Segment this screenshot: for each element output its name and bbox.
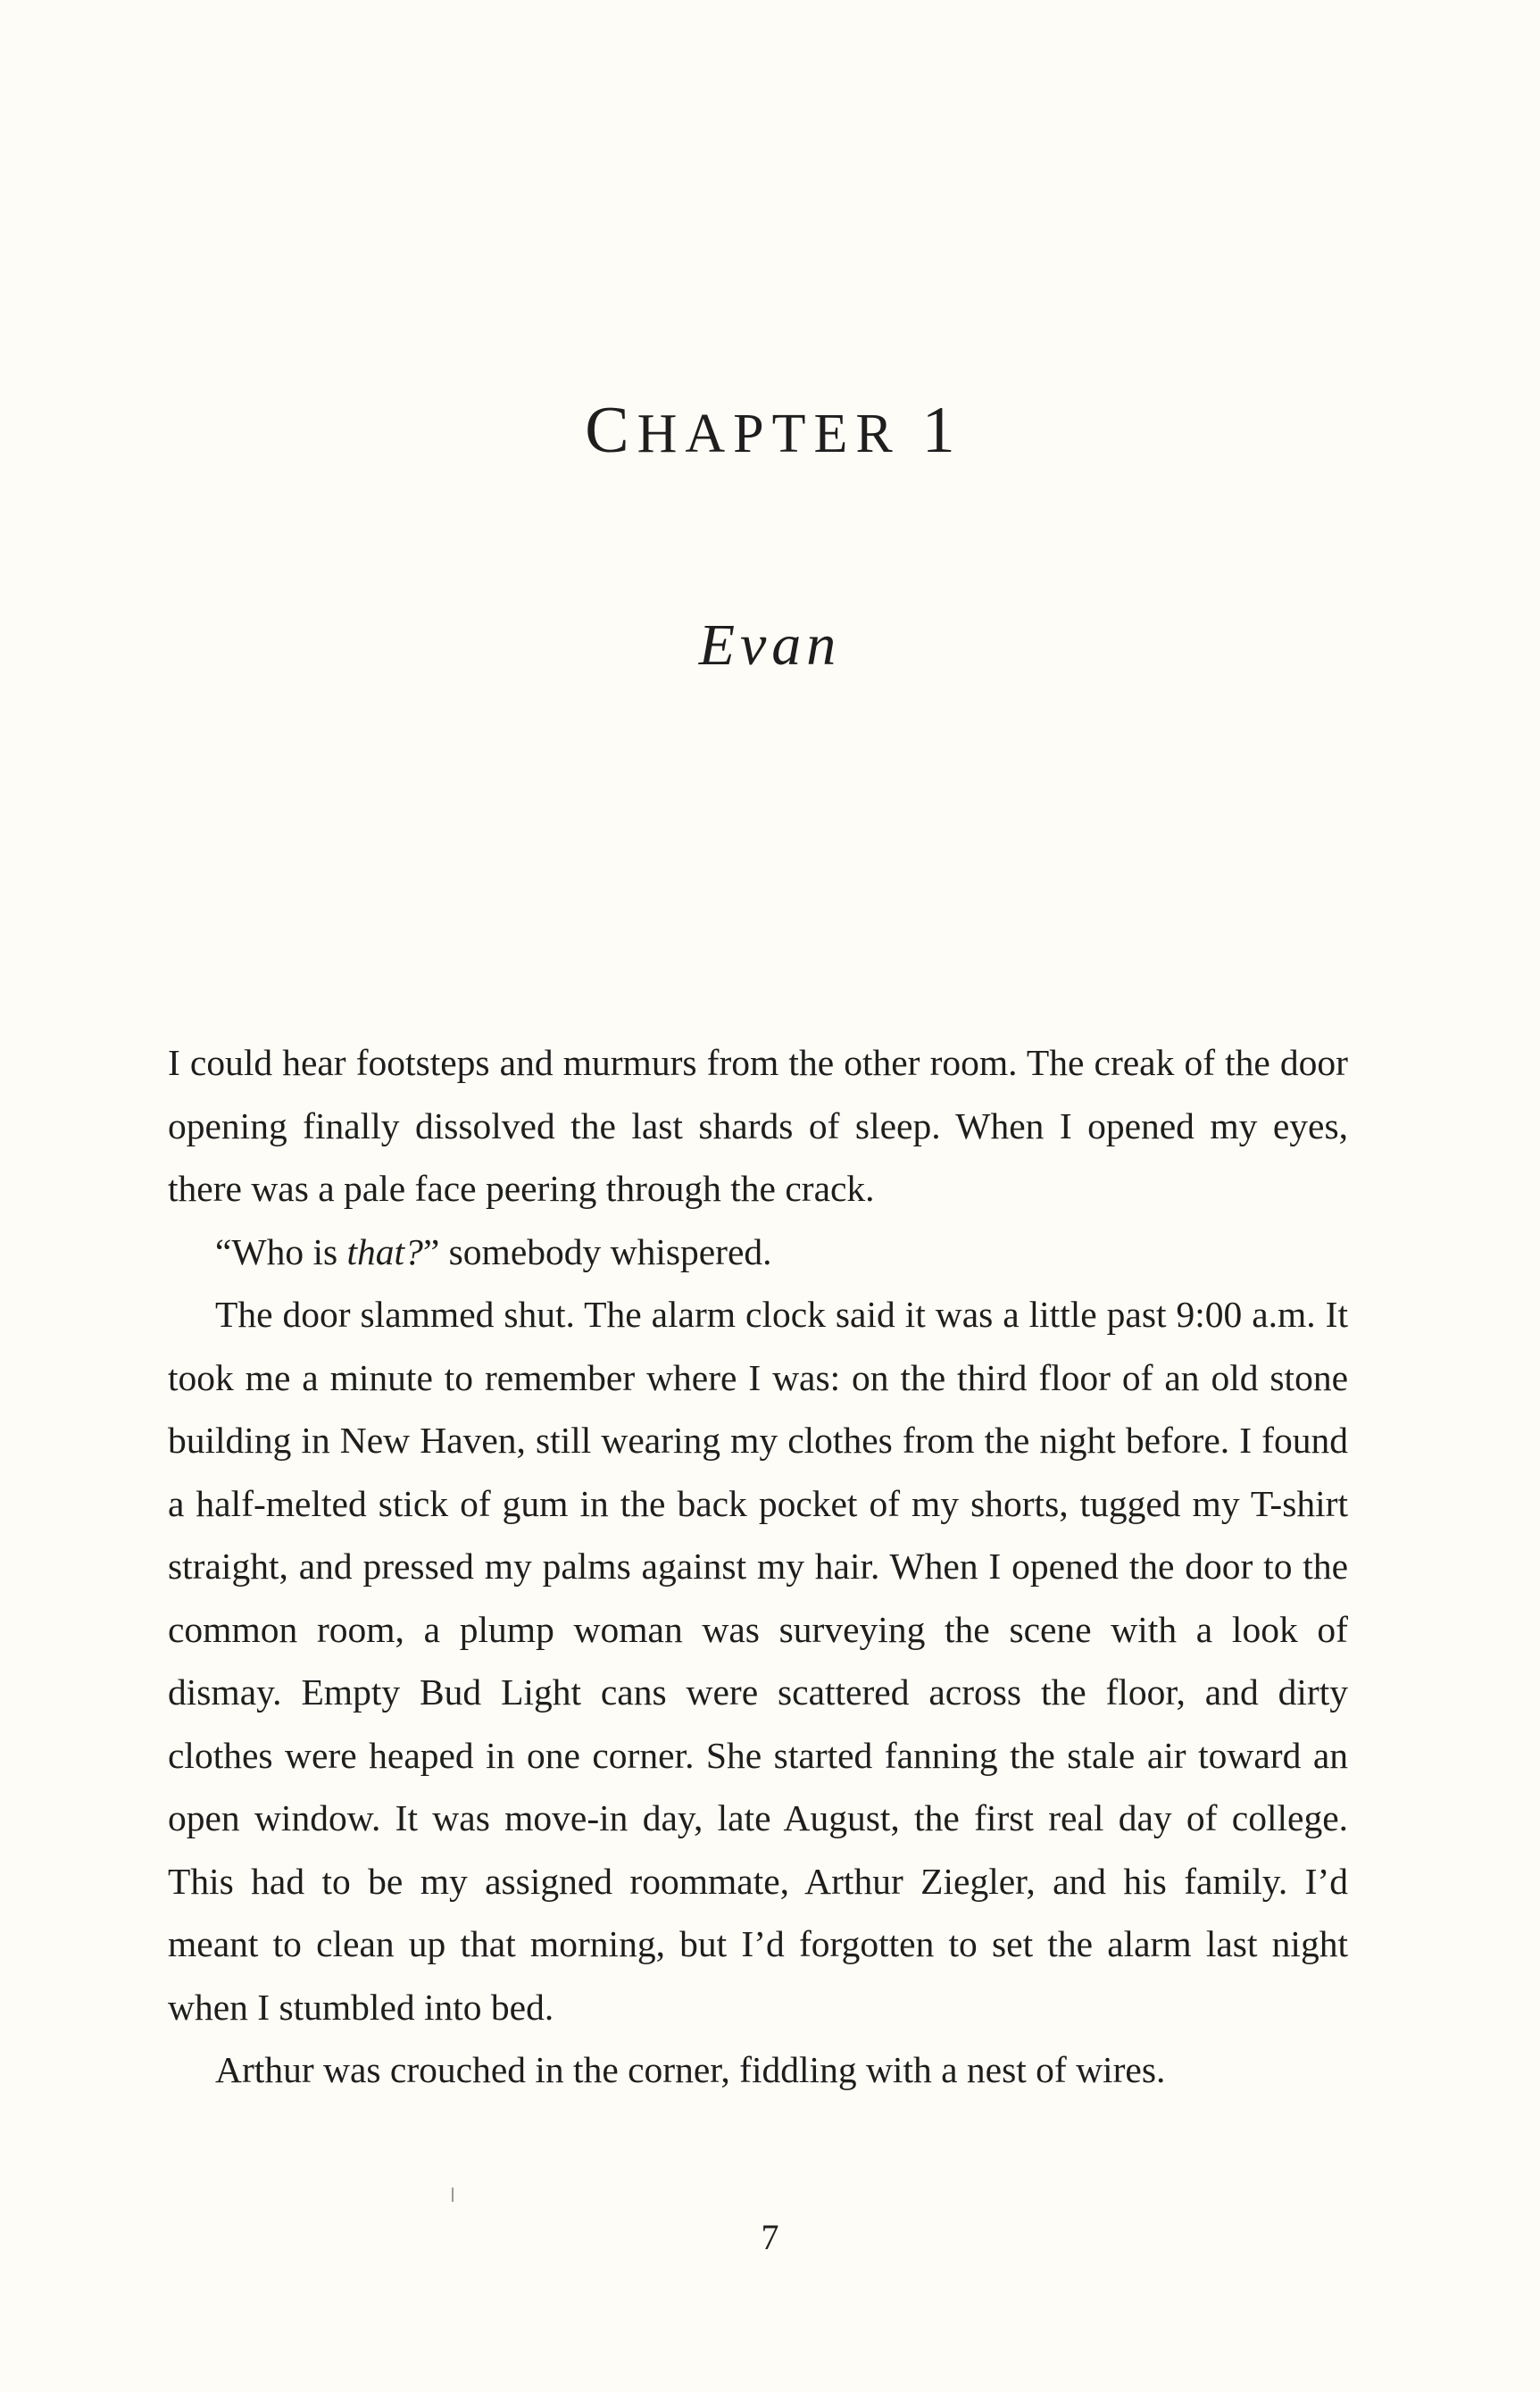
paragraph-4: Arthur was crouched in the corner, fiddling with a nest of wires. <box>215 2049 1166 2090</box>
body-text <box>168 1031 1348 2102</box>
paragraph-2-open: “Who is <box>215 1230 347 1272</box>
paragraph-2-close: ” somebody whispered. <box>422 1230 772 1272</box>
chapter-number: 1 <box>921 394 955 467</box>
chapter-heading <box>0 394 1540 467</box>
paragraph-2-emphasis: that? <box>346 1230 423 1272</box>
paragraph-1: I could hear footsteps and murmurs from the other room. The creak of the door opening finally dissolved the last shards of sleep. When I opened my eyes, there was a pale face peering through the crack. <box>168 1042 1348 1209</box>
paragraph-2 <box>168 1221 1348 1284</box>
paragraph-3: The door slammed shut. The alarm clock said it was a little past 9:00 a.m. It took me a minute to remember where I was: on the third floor of an old stone building in New Haven, still wearing my clothes from the night before. I found a half-melted stick of gum in the back pocket of my shorts, tugged my T-shirt straight, and pressed my palms against my hair. When I opened the door to the common room, a plump woman was surveying the scene with a look of dismay. Empty Bud Light cans were scattered across the floor, and dirty clothes were heaped in one corner. She started fanning the stale air toward an open window. It was move-in day, late August, the first real day of college. This had to be my assigned roommate, Arthur Ziegler, and his family. I’d meant to clean up that morning, but I’d forgotten to set the alarm last night when I stumbled into bed. <box>168 1294 1348 2028</box>
scan-speck <box>452 2188 454 2202</box>
chapter-title: Evan <box>698 613 842 678</box>
chapter-label-rest: HAPTER <box>637 404 901 464</box>
chapter-label-initial: C <box>585 394 637 467</box>
page-number: 7 <box>761 2217 779 2257</box>
